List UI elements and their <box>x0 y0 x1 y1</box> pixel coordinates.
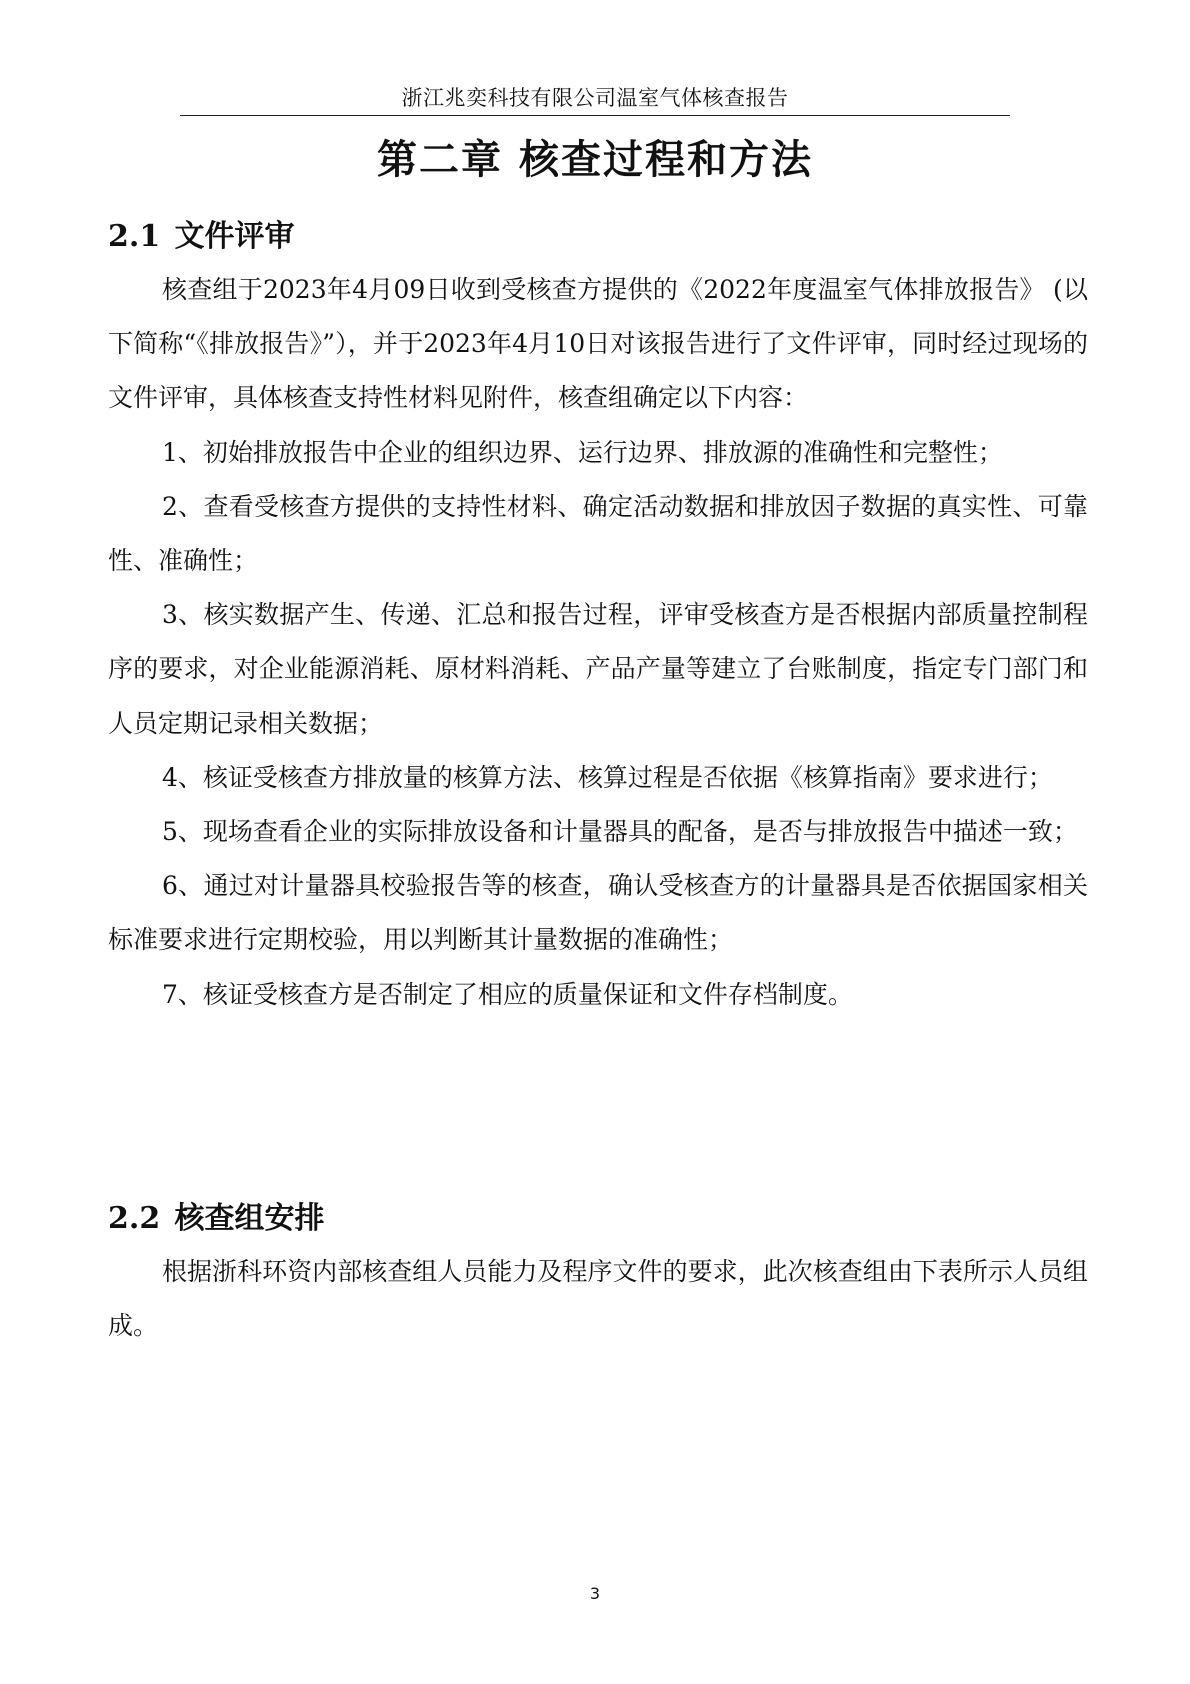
section-title: 文件评审 <box>174 219 295 254</box>
intro-paragraph: 核查组于2023年4月09日收到受核查方提供的《2022年度温室气体排放报告》 (以下简称“《排放报告》”），并于2023年4月10日对该报告进行了文件评审，同时经过现场的文件评审，具体核查支持性材料见附件，核查组确定以下内容： <box>108 275 1088 413</box>
page-number: 3 <box>589 1584 601 1603</box>
header-rule <box>180 115 1010 116</box>
list-item-5: 5、现场查看企业的实际排放设备和计量器具的配备，是否与排放报告中描述一致； <box>162 817 1078 847</box>
section-2-2-body <box>108 1245 1088 1353</box>
list-item-7: 7、核证受核查方是否制定了相应的质量保证和文件存档制度。 <box>162 979 853 1009</box>
section-2-1-body <box>108 263 1088 1022</box>
running-header: 浙江兆奕科技有限公司温室气体核查报告 <box>401 86 789 110</box>
list-item-2: 2、查看受核查方提供的支持性材料、确定活动数据和排放因子数据的真实性、可靠性、准确性； <box>108 491 1088 576</box>
list-item-4: 4、核证受核查方排放量的核算方法、核算过程是否依据《核算指南》要求进行； <box>162 762 1053 792</box>
list-item-3: 3、核实数据产生、传递、汇总和报告过程，评审受核查方是否根据内部质量控制程序的要求，对企业能源消耗、原材料消耗、产品产量等建立了台账制度，指定专门部门和人员定期记录相关数据； <box>108 600 1088 738</box>
section-heading-2-1 <box>108 212 294 262</box>
list-item-6: 6、通过对计量器具校验报告等的核查，确认受核查方的计量器具是否依据国家相关标准要求进行定期校验，用以判断其计量数据的准确性； <box>108 871 1088 955</box>
section-number: 2.1 <box>108 219 161 254</box>
chapter-title: 第二章 核查过程和方法 <box>377 137 813 183</box>
section-number: 2.2 <box>108 1201 161 1236</box>
section-title: 核查组安排 <box>174 1201 325 1236</box>
list-item-1: 1、初始排放报告中企业的组织边界、运行边界、排放源的准确性和完整性； <box>162 437 1003 467</box>
team-paragraph: 根据浙科环资内部核查组人员能力及程序文件的要求，此次核查组由下表所示人员组成。 <box>108 1257 1088 1341</box>
section-heading-2-2 <box>108 1194 324 1244</box>
